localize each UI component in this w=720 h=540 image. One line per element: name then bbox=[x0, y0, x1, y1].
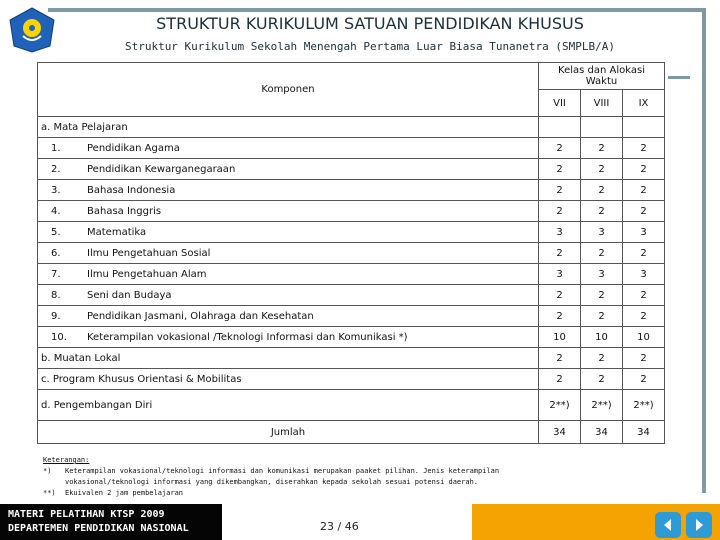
cell-value: 3 bbox=[539, 264, 581, 285]
footer-line-1: MATERI PELATIHAN KTSP 2009 bbox=[8, 509, 165, 520]
subject-name: Bahasa Inggris bbox=[87, 205, 162, 217]
total-value: 34 bbox=[581, 421, 623, 444]
cell-value: 2 bbox=[581, 348, 623, 369]
subject-cell bbox=[38, 264, 539, 285]
subject-row bbox=[38, 243, 665, 264]
slide-marker: 3 bbox=[9, 9, 16, 20]
cell-value: 2 bbox=[539, 348, 581, 369]
subject-row bbox=[38, 285, 665, 306]
cell-value: 2 bbox=[581, 201, 623, 222]
section-d-row bbox=[38, 390, 665, 421]
frame-accent-bar bbox=[668, 76, 690, 79]
subject-number: 3. bbox=[51, 184, 61, 196]
frame-top-border bbox=[48, 8, 706, 12]
subject-name: Seni dan Budaya bbox=[87, 289, 172, 301]
section-b-label: b. Muatan Lokal bbox=[38, 348, 539, 369]
subject-name: Ilmu Pengetahuan Sosial bbox=[87, 247, 211, 259]
cell-value: 10 bbox=[539, 327, 581, 348]
subject-name: Matematika bbox=[87, 226, 147, 238]
cell-value: 2 bbox=[623, 159, 665, 180]
footer-left-panel bbox=[0, 504, 222, 540]
section-a-row bbox=[38, 117, 665, 138]
subject-rows bbox=[38, 138, 665, 348]
note-1-line-1: Keterampilan vokasional/teknologi informasi dan komunikasi merupakan paaket pilihan. Jenis keterampilan bbox=[65, 467, 500, 475]
subject-row bbox=[38, 222, 665, 243]
cell-value: 2 bbox=[581, 369, 623, 390]
subject-name: Bahasa Indonesia bbox=[87, 184, 176, 196]
curriculum-table bbox=[37, 62, 665, 444]
subject-name: Keterampilan vokasional /Teknologi Informasi dan Komunikasi *) bbox=[87, 331, 408, 343]
section-d-label: d. Pengembangan Diri bbox=[38, 390, 539, 421]
page-number: 23 / 46 bbox=[320, 520, 359, 533]
page-subtitle: Struktur Kurikulum Sekolah Menengah Pertama Luar Biasa Tunanetra (SMPLB/A) bbox=[124, 40, 616, 53]
notes bbox=[43, 455, 499, 499]
cell-value: 2**) bbox=[623, 390, 665, 421]
subject-number: 9. bbox=[51, 310, 61, 322]
cell-value: 10 bbox=[581, 327, 623, 348]
subject-cell bbox=[38, 180, 539, 201]
subject-cell bbox=[38, 222, 539, 243]
cell-value: 2 bbox=[623, 138, 665, 159]
nav-back-icon bbox=[660, 517, 676, 533]
subject-number: 5. bbox=[51, 226, 61, 238]
note-1-line-2: vokasional/teknologi informasi yang dikembangkan, diserahkan kepada sekolah sesuai potensi daerah. bbox=[65, 478, 479, 486]
section-a-label: a. Mata Pelajaran bbox=[38, 117, 539, 138]
subject-cell bbox=[38, 138, 539, 159]
cell-value: 2 bbox=[581, 285, 623, 306]
cell-value: 2 bbox=[581, 159, 623, 180]
section-b-row bbox=[38, 348, 665, 369]
cell-value: 2 bbox=[539, 180, 581, 201]
subject-row bbox=[38, 159, 665, 180]
header-component: Komponen bbox=[38, 63, 539, 117]
cell-value: 2 bbox=[539, 306, 581, 327]
cell-value: 3 bbox=[581, 264, 623, 285]
subject-number: 4. bbox=[51, 205, 61, 217]
subject-cell bbox=[38, 201, 539, 222]
note-2-text: Ekuivalen 2 jam pembelajaran bbox=[65, 489, 184, 497]
subject-cell bbox=[38, 159, 539, 180]
cell-value: 2 bbox=[539, 138, 581, 159]
cell-value: 2 bbox=[581, 306, 623, 327]
cell-value: 2 bbox=[539, 243, 581, 264]
cell-value: 2**) bbox=[581, 390, 623, 421]
nav-forward-button[interactable] bbox=[686, 512, 712, 538]
cell-value: 2 bbox=[623, 285, 665, 306]
section-c-label: c. Program Khusus Orientasi & Mobilitas bbox=[38, 369, 539, 390]
cell-value: 2 bbox=[581, 243, 623, 264]
cell-value: 3 bbox=[539, 222, 581, 243]
footer-orange-panel bbox=[472, 504, 720, 540]
note-1-key: *) bbox=[43, 467, 52, 475]
cell-value: 2 bbox=[623, 201, 665, 222]
header-class-allocation: Kelas dan Alokasi Waktu bbox=[539, 63, 665, 90]
nav-back-button[interactable] bbox=[655, 512, 681, 538]
subject-number: 8. bbox=[51, 289, 61, 301]
cell-value: 2**) bbox=[539, 390, 581, 421]
subject-row bbox=[38, 180, 665, 201]
subject-name: Pendidikan Agama bbox=[87, 142, 180, 154]
header-grade: VIII bbox=[581, 90, 623, 117]
subject-cell bbox=[38, 306, 539, 327]
section-c-row bbox=[38, 369, 665, 390]
note-2-key: **) bbox=[43, 489, 56, 497]
subject-cell bbox=[38, 327, 539, 348]
subject-row bbox=[38, 327, 665, 348]
subject-number: 1. bbox=[51, 142, 61, 154]
subject-cell bbox=[38, 243, 539, 264]
subject-number: 7. bbox=[51, 268, 61, 280]
cell-value: 2 bbox=[623, 243, 665, 264]
subject-number: 10. bbox=[51, 331, 67, 343]
subject-name: Ilmu Pengetahuan Alam bbox=[87, 268, 207, 280]
cell-value: 2 bbox=[539, 159, 581, 180]
total-value: 34 bbox=[539, 421, 581, 444]
subject-row bbox=[38, 264, 665, 285]
cell-value: 2 bbox=[581, 138, 623, 159]
total-value: 34 bbox=[623, 421, 665, 444]
subject-number: 6. bbox=[51, 247, 61, 259]
subject-name: Pendidikan Jasmani, Olahraga dan Kesehatan bbox=[87, 310, 314, 322]
cell-value: 2 bbox=[623, 180, 665, 201]
header-grade: IX bbox=[623, 90, 665, 117]
cell-value: 2 bbox=[623, 348, 665, 369]
notes-heading: Keterangan: bbox=[43, 456, 90, 464]
cell-value: 2 bbox=[581, 180, 623, 201]
cell-value: 2 bbox=[623, 369, 665, 390]
cell-value: 2 bbox=[539, 285, 581, 306]
total-label: Jumlah bbox=[38, 421, 539, 444]
subject-row bbox=[38, 201, 665, 222]
cell-value: 3 bbox=[623, 264, 665, 285]
ministry-logo bbox=[6, 6, 58, 54]
frame-right-border bbox=[702, 8, 706, 493]
nav-forward-icon bbox=[691, 517, 707, 533]
cell-value: 10 bbox=[623, 327, 665, 348]
subject-cell bbox=[38, 285, 539, 306]
subject-row bbox=[38, 306, 665, 327]
cell-value: 2 bbox=[539, 201, 581, 222]
page-title: STRUKTUR KURIKULUM SATUAN PENDIDIKAN KHUSUS bbox=[156, 14, 584, 33]
cell-value: 2 bbox=[623, 306, 665, 327]
header-grade: VII bbox=[539, 90, 581, 117]
cell-value: 2 bbox=[539, 369, 581, 390]
total-row bbox=[38, 421, 665, 444]
subject-row bbox=[38, 138, 665, 159]
subject-number: 2. bbox=[51, 163, 61, 175]
footer-line-2: DEPARTEMEN PENDIDIKAN NASIONAL bbox=[8, 523, 189, 534]
subject-name: Pendidikan Kewarganegaraan bbox=[87, 163, 236, 175]
cell-value: 3 bbox=[581, 222, 623, 243]
cell-value: 3 bbox=[623, 222, 665, 243]
